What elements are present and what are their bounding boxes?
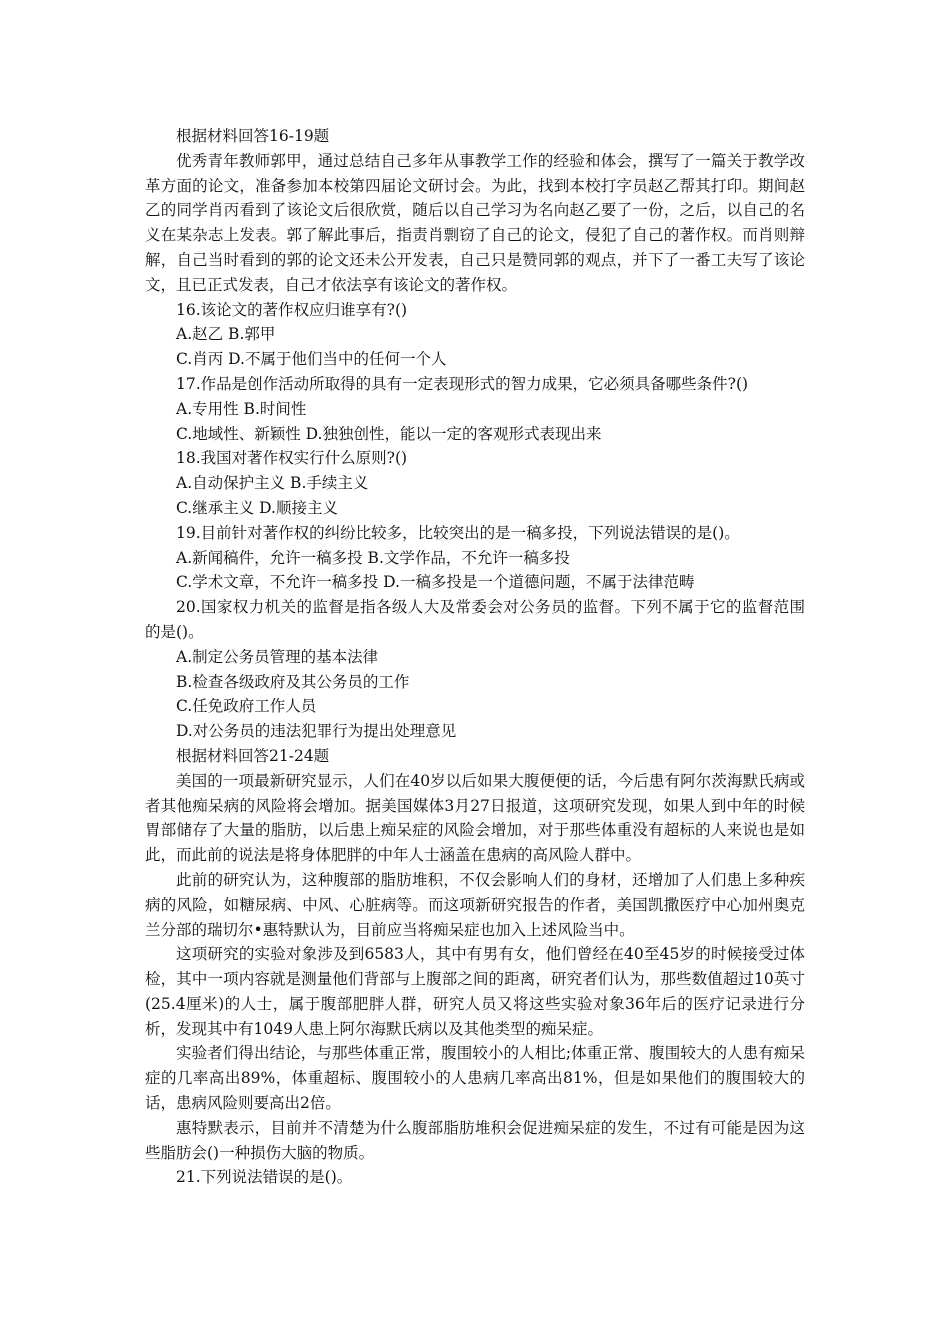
document-page [145,124,805,1190]
question-18-stem: 18.我国对著作权实行什么原则?() [176,449,408,468]
question-20-option-d: D.对公务员的违法犯罪行为提出处理意见 [176,722,457,741]
question-19-stem: 19.目前针对著作权的纠纷比较多，比较突出的是一稿多投，下列说法错误的是()。 [176,523,740,542]
passage-paragraph: 实验者们得出结论，与那些体重正常，腹围较小的人相比;体重正常、腹围较大的人患有痴呆症的几率高出89%，体重超标、腹围较小的人患病几率高出81%，但是如果他们的腹围较大的话，患病风险则要高出2倍。 [145,1044,805,1113]
question-17-options-ab: A.专用性 B.时间性 [176,399,307,418]
section-heading-21-24: 根据材料回答21-24题 [176,746,330,765]
question-21-stem: 21.下列说法错误的是()。 [176,1168,353,1187]
question-19-options-cd: C.学术文章，不允许一稿多投 D.一稿多投是一个道德问题，不属于法律范畴 [176,573,695,592]
question-16-options-cd: C.肖丙 D.不属于他们当中的任何一个人 [176,350,447,369]
question-16-stem: 16.该论文的著作权应归谁享有?() [176,300,408,319]
question-17-stem: 17.作品是创作活动所取得的具有一定表现形式的智力成果，它必须具备哪些条件?() [176,374,749,393]
question-18-options-cd: C.继承主义 D.顺接主义 [176,498,338,517]
question-20-option-c: C.任免政府工作人员 [176,697,317,716]
question-18-options-ab: A.自动保护主义 B.手续主义 [176,474,369,493]
passage-paragraph: 此前的研究认为，这种腹部的脂肪堆积，不仅会影响人们的身材，还增加了人们患上多种疾病的风险，如糖尿病、中风、心脏病等。而这项新研究报告的作者，美国凯撒医疗中心加州奥克兰分部的瑞切尔•惠特默认为，目前应当将痴呆症也加入上述风险当中。 [145,870,805,939]
section-heading-16-19: 根据材料回答16-19题 [176,127,330,145]
passage-paragraph: 美国的一项最新研究显示，人们在40岁以后如果大腹便便的话，今后患有阿尔茨海默氏病或者其他痴呆病的风险将会增加。据美国媒体3月27日报道，这项研究发现，如果人到中年的时候胃部储存了大量的脂肪，以后患上痴呆症的风险会增加，对于那些体重没有超标的人来说也是如此，而此前的说法是将身体肥胖的中年人士涵盖在患病的高风险人群中。 [145,771,805,865]
passage-paragraph: 优秀青年教师郭甲，通过总结自己多年从事教学工作的经验和体会，撰写了一篇关于教学改革方面的论文，准备参加本校第四届论文研讨会。为此，找到本校打字员赵乙帮其打印。期间赵乙的同学肖丙看到了该论文后很欣赏，随后以自己学习为名向赵乙要了一份，之后，以自己的名义在某杂志上发表。郭了解此事后，指责肖剽窃了自己的论文，侵犯了自己的著作权。而肖则辩解，自己当时看到的郭的论文还未公开发表，自己只是赞同郭的观点，并下了一番工夫写了该论文，且已正式发表，自己才依法享有该论文的著作权。 [145,151,805,294]
question-17-options-cd: C.地域性、新颖性 D.独独创性，能以一定的客观形式表现出来 [176,424,602,443]
question-19-options-ab: A.新闻稿件，允许一稿多投 B.文学作品，不允许一稿多投 [176,548,570,567]
passage-paragraph: 这项研究的实验对象涉及到6583人，其中有男有女，他们曾经在40至45岁的时候接受过体检，其中一项内容就是测量他们背部与上腹部之间的距离，研究者们认为，那些数值超过10英寸(25.4厘米)的人士，属于腹部肥胖人群，研究人员又将这些实验对象36年后的医疗记录进行分析，发现其中有1049人患上阿尔海默氏病以及其他类型的痴呆症。 [145,945,805,1038]
question-20-option-b: B.检查各级政府及其公务员的工作 [176,672,410,691]
passage-paragraph: 惠特默表示，目前并不清楚为什么腹部脂肪堆积会促进痴呆症的发生，不过有可能是因为这些脂肪会()一种损伤大脑的物质。 [145,1118,805,1162]
question-20-stem: 20.国家权力机关的监督是指各级人大及常委会对公务员的监督。下列不属于它的监督范围的是()。 [145,598,805,641]
question-16-options-ab: A.赵乙 B.郭甲 [176,325,276,344]
question-20-option-a: A.制定公务员管理的基本法律 [176,647,379,666]
